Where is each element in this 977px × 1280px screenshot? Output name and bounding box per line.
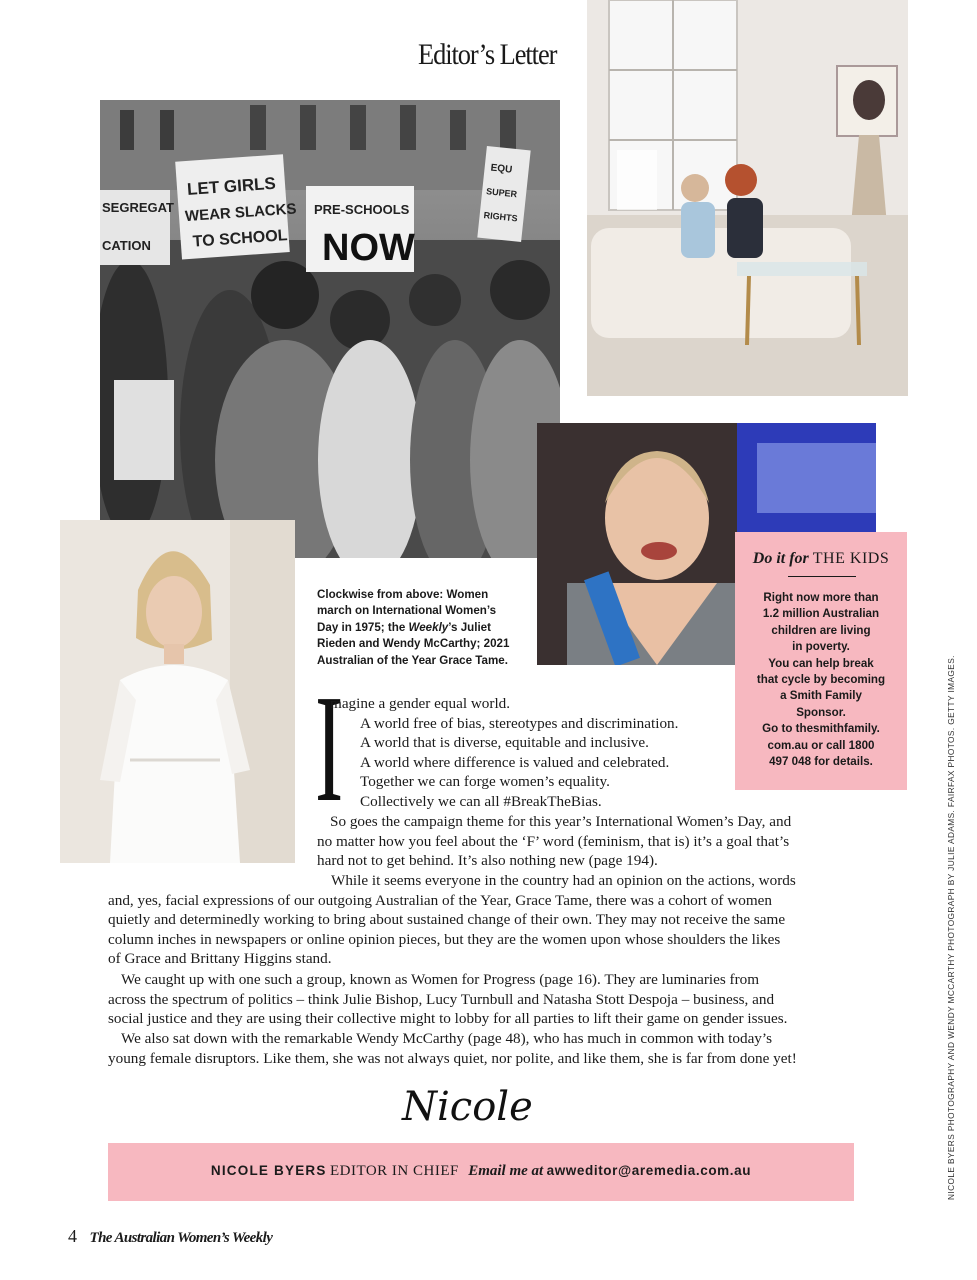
svg-text:CATION: CATION — [102, 238, 151, 253]
editor-signature — [398, 1080, 548, 1138]
verse-line: Collectively we can all #BreakTheBias. — [360, 792, 602, 810]
caption-line: Australian of the Year Grace Tame. — [317, 653, 508, 667]
sign-segregation — [100, 190, 174, 265]
sign-pre-schools — [306, 186, 415, 272]
sign-let-girls — [175, 154, 297, 259]
svg-text:SUPER: SUPER — [485, 186, 518, 200]
svg-text:WEAR SLACKS: WEAR SLACKS — [184, 200, 298, 226]
march-photo — [100, 100, 560, 558]
verse-line: A world where difference is valued and celebrated. — [360, 753, 670, 771]
magazine-name: The Australian Women’s Weekly — [89, 1230, 273, 1246]
svg-text:NOW: NOW — [322, 227, 415, 269]
verse-line: Together we can forge women’s equality. — [360, 773, 610, 791]
verse-line: magine a gender equal world. — [330, 695, 511, 712]
editor-portrait-photo — [60, 520, 295, 863]
caption-line: Rieden and Wendy McCarthy; 2021 — [317, 637, 510, 651]
verse-line: A world free of bias, stereotypes and discrimination. — [360, 714, 679, 732]
caption-line: Day in 1975; the Weekly’s Juliet — [317, 620, 491, 634]
sidebar-body: Right now more than 1.2 million Australian children are living in poverty. You can help break that cycle by becoming a Smith Family Sponsor. Go to thesmithfamily. com.au or call 1800 497 048 for details. — [756, 591, 886, 769]
drop-cap: I — [315, 664, 344, 834]
svg-text:PRE-SCHOOLS: PRE-SCHOOLS — [314, 202, 410, 217]
article-paragraph-4: We also sat down with the remarkable Wendy McCarthy (page 48), who has much in common with today’s young female disruptors. Like them, she was not always quiet, nor polite, and like them, she is far from done yet! — [108, 1030, 797, 1067]
caption-line: Clockwise from above: Women — [317, 588, 489, 601]
email-label: Email me at — [468, 1163, 544, 1179]
verse-line: A world that is diverse, equitable and inclusive. — [360, 734, 649, 752]
living-room-photo — [587, 0, 908, 396]
svg-text:SEGREGAT: SEGREGAT — [102, 200, 174, 215]
smith-family-sidebar — [735, 532, 907, 790]
svg-text:RIGHTS: RIGHTS — [483, 210, 519, 224]
article-paragraph-1: So goes the campaign theme for this year’s International Women’s Day, and no matter how you feel about the ‘F’ word (feminism, that is) it’s a goal that’s hard not to get behind. It’s also nothing new (page 194). — [317, 813, 792, 870]
svg-text:TO SCHOOL: TO SCHOOL — [192, 227, 289, 251]
editor-name: NICOLE BYERS — [210, 1163, 327, 1178]
photo-credit: NICOLE BYERS PHOTOGRAPHY AND WENDY MCCARTHY PHOTOGRAPH BY JULIE ADAMS. FAIRFAX PHOTOS. GETTY IMAGES. — [946, 655, 956, 1200]
folio — [68, 1226, 272, 1247]
article-verse — [330, 694, 678, 812]
svg-text:LET GIRLS: LET GIRLS — [186, 173, 277, 199]
sidebar-heading: Do it for THE KIDS — [752, 550, 890, 567]
svg-text:EQU: EQU — [490, 162, 513, 176]
signature-text: Nicole — [402, 1084, 533, 1130]
article-paragraph-3: We caught up with one such a group, known as Women for Progress (page 16). They are luminaries from across the spectrum of politics – think Julie Bishop, Lucy Turnbull and Natasha Stott Despoja – business, and social justice and they are using their collective might to lobby for all parties to lift their game on gender issues. — [108, 971, 788, 1028]
article-paragraph-2: While it seems everyone in the country had an opinion on the actions, words and, yes, facial expressions of our outgoing Australian of the Year, Grace Tame, there was a cohort of women quietly and determinedly working to bring about sustained change of their own. They may not receive the same column inches in newspapers or online opinion pieces, but they are the women upon whose shoulders the likes of Grace and Brittany Higgins stand. — [108, 872, 796, 968]
caption-italic: Weekly — [408, 620, 449, 634]
page-title: Editor’s Letter — [418, 38, 557, 71]
page-number: 4 — [68, 1226, 77, 1246]
sidebar-divider — [788, 576, 856, 577]
photo-caption — [317, 587, 532, 669]
editor-contact-bar — [108, 1143, 854, 1201]
email-link[interactable]: awweditor@aremedia.com.au — [546, 1163, 752, 1178]
caption-line: march on International Women’s — [317, 604, 497, 618]
editor-role: EDITOR IN CHIEF — [329, 1163, 459, 1179]
